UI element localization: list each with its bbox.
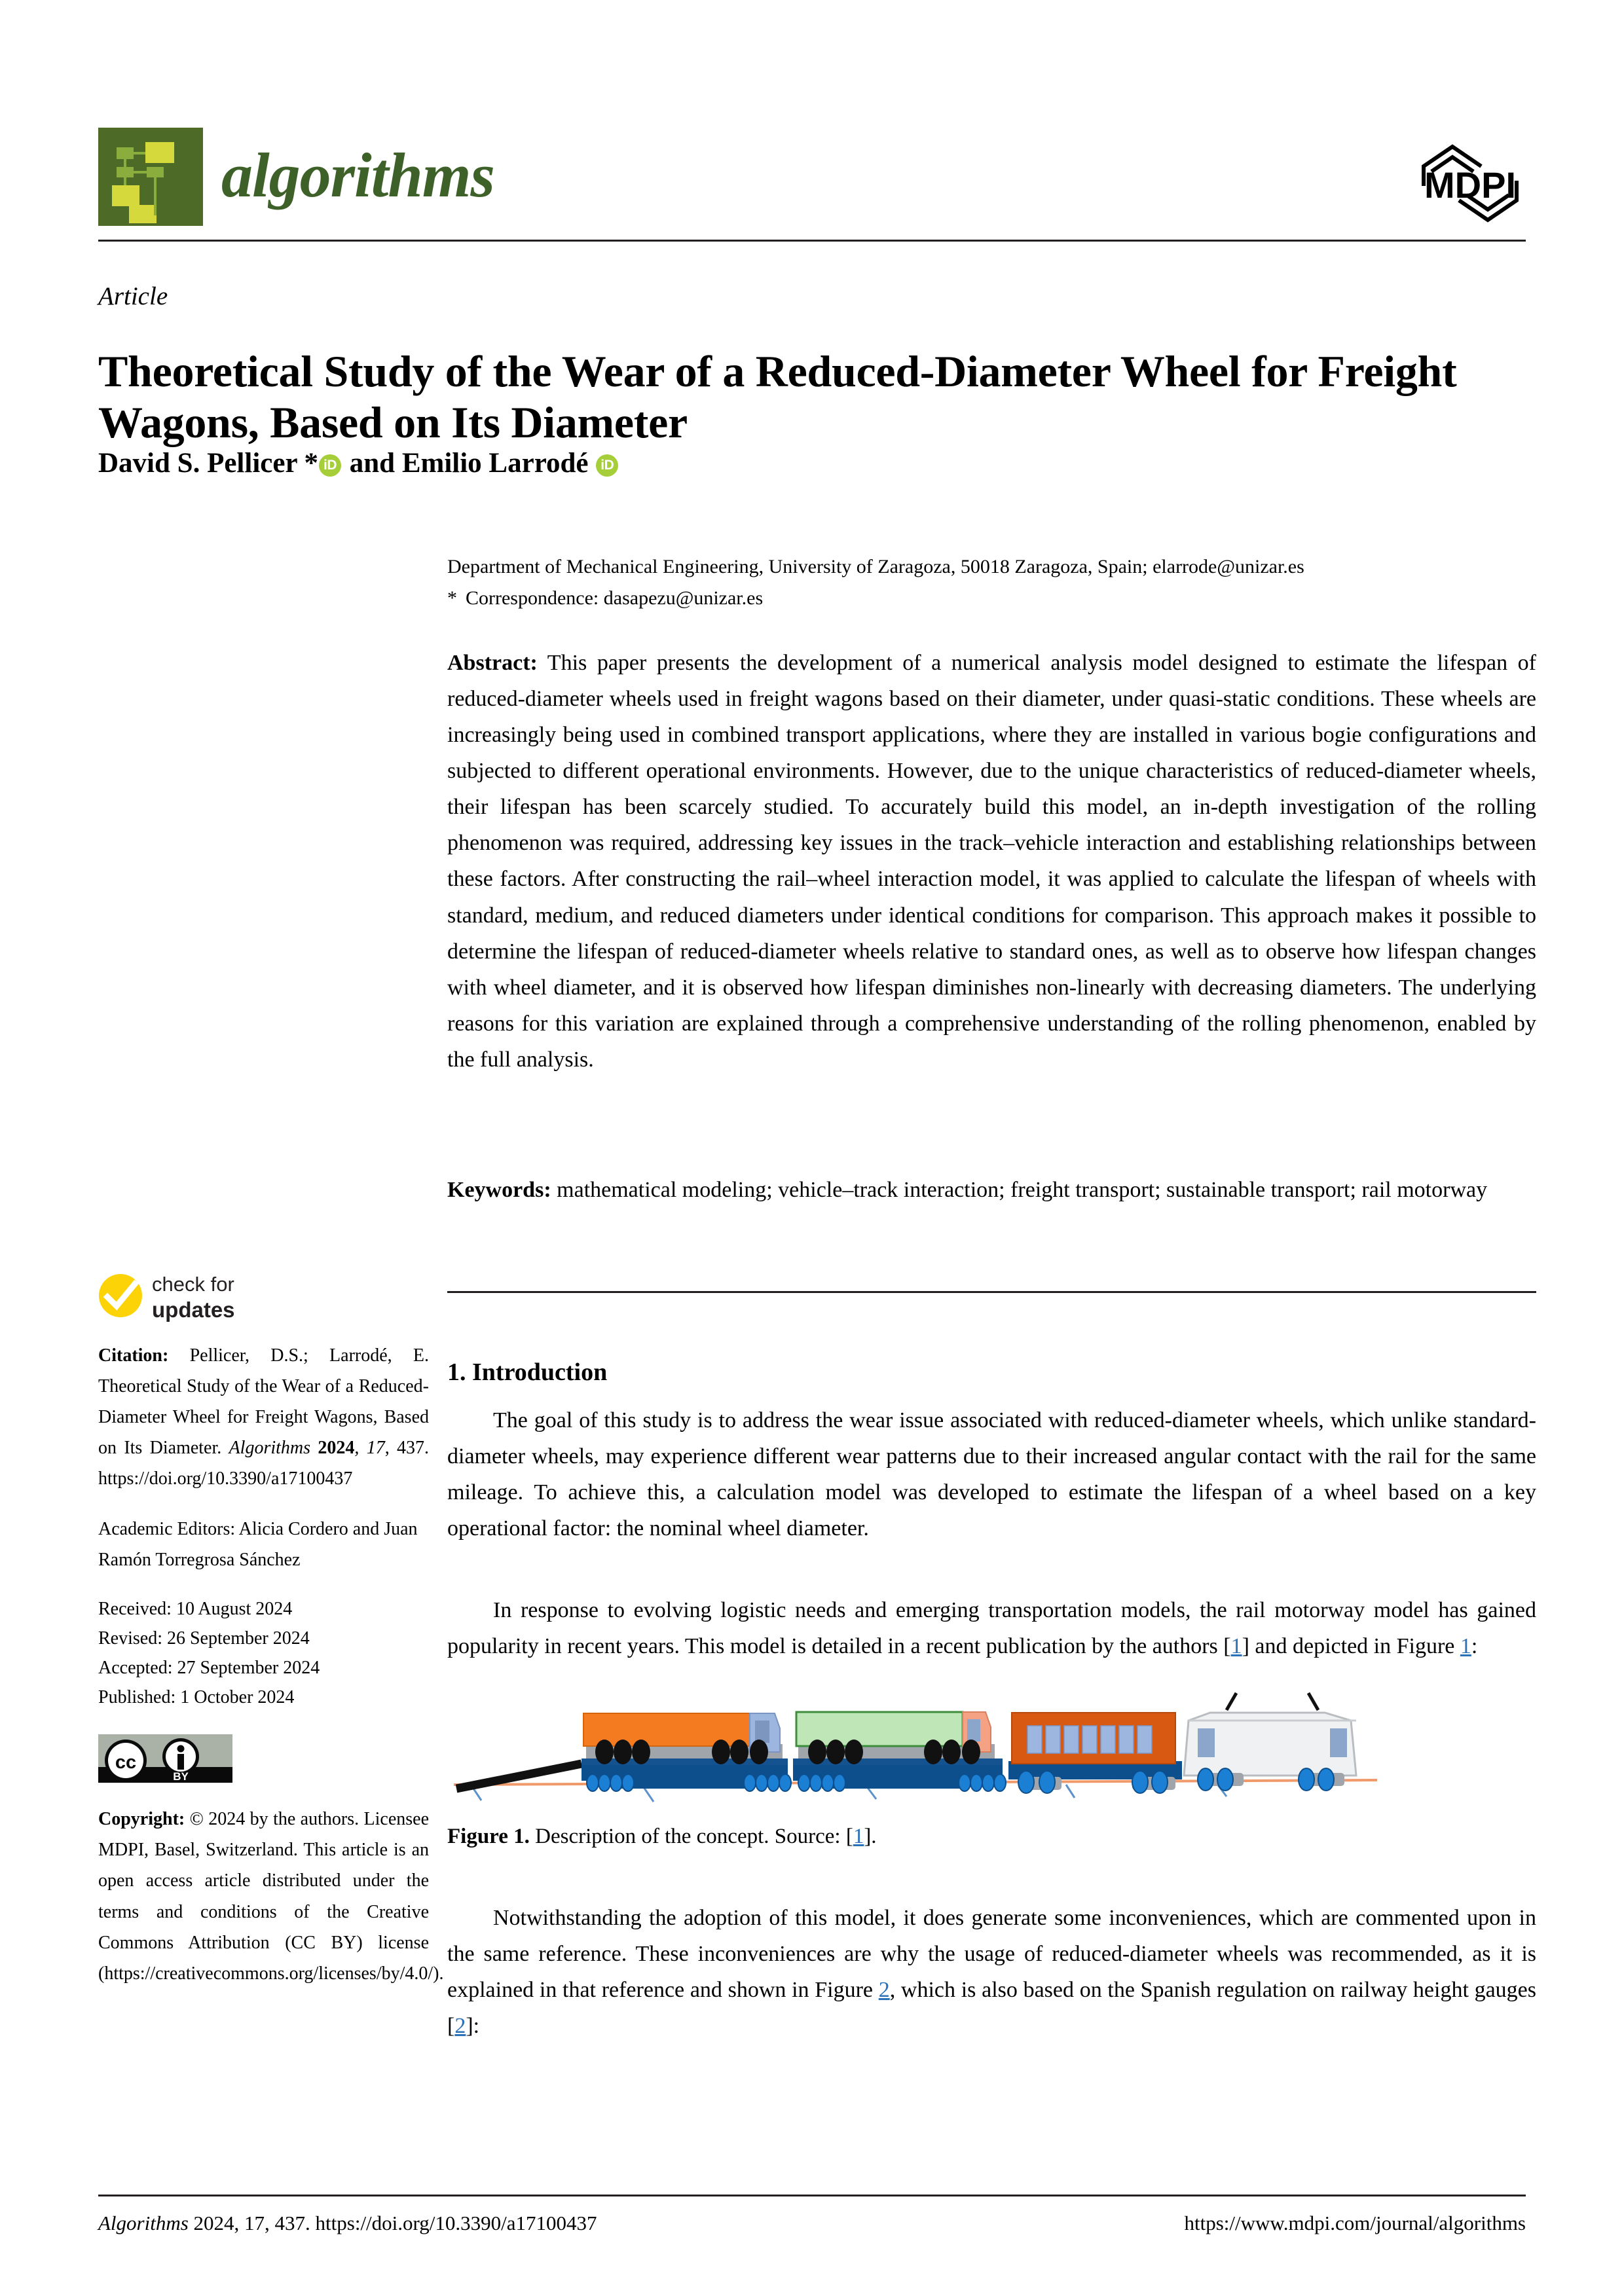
figure-1-caption-text-a: Description of the concept. Source: [ [529, 1825, 853, 1848]
abstract-block [447, 645, 1536, 1078]
correspondence-star: * [447, 587, 457, 609]
intro-p3-text-a: Notwithstanding the adoption of this model, it does generate some inconveniences, which are commented upon in the same reference. These inconveniences are why the usage of reduced-diameter wheels was recommended, as it is explained in that reference and shown in Figure [447, 1906, 1536, 2003]
date-revised: Revised: 26 September 2024 [98, 1628, 310, 1649]
copyright-label: Copyright: [98, 1809, 185, 1830]
citation-volume-number: 17 [366, 1438, 385, 1459]
figure-link-2[interactable]: 2 [878, 1978, 890, 2003]
figure-1-label: Figure 1. [447, 1825, 530, 1848]
abstract-label: Abstract: [447, 651, 538, 675]
section-divider [447, 1291, 1536, 1293]
intro-p2-text-c: : [1471, 1634, 1478, 1659]
article-type-label: Article [98, 282, 168, 310]
correspondence-line [447, 583, 1536, 613]
abstract-text: This paper presents the development of a numerical analysis model designed to estimate the lifespan of reduced-diameter wheels used in freight wagons based on their diameter, under quasi-static conditions. These wheels are increasingly being used in combined transport applications, where they are installed in various bogie configurations and subjected to different operational environments. However, due to the unique characteristics of reduced-diameter wheels, their lifespan has been scarcely studied. To accurately build this model, an in-depth investigation of the rolling phenomenon was required, addressing key issues in the track–vehicle interaction and establishing relationships between these factors. After constructing the rail–wheel interaction model, it was applied to calculate the lifespan of wheels with standard, medium, and reduced diameters under identical conditions for comparison. This approach makes it possible to determine the lifespan of reduced-diameter wheels relative to standard ones, as well as to observe how lifespan changes with wheel diameter, and it is observed how lifespan diminishes non-linearly with decreasing diameters. The underlying reasons for this variation are explained through a comprehensive understanding of the rolling phenomenon, enabled by the full analysis. [447, 651, 1536, 1072]
correspondence-text: Correspondence: dasapezu@unizar.es [466, 587, 764, 609]
date-received: Received: 10 August 2024 [98, 1599, 293, 1620]
citation-block [98, 1340, 429, 1494]
mdpi-logo-icon [1414, 137, 1526, 229]
checkmark-icon [98, 1273, 143, 1318]
header-divider [98, 240, 1526, 242]
orcid-icon[interactable]: iD [596, 454, 618, 477]
author-list [98, 447, 1473, 479]
citation-year: 2024 [318, 1438, 355, 1459]
citation-journal: Algorithms [229, 1438, 311, 1459]
citation-link-1[interactable]: 1 [853, 1825, 864, 1848]
date-published: Published: 1 October 2024 [98, 1686, 295, 1707]
date-accepted: Accepted: 27 September 2024 [98, 1657, 320, 1678]
academic-editors: Academic Editors: Alicia Cordero and Juan Ramón Torregrosa Sánchez [98, 1519, 418, 1571]
affiliation-text: Department of Mechanical Engineering, University of Zaragoza, 50018 Zaragoza, Spain; elarrode@unizar.es [447, 556, 1304, 577]
section-heading-introduction: 1. Introduction [447, 1358, 608, 1386]
author-secondary: and Emilio Larrodé [342, 448, 596, 479]
page-title: Theoretical Study of the Wear of a Reduced-Diameter Wheel for Freight Wagons, Based on Its Diameter [98, 346, 1457, 448]
affiliation-block [447, 552, 1536, 613]
citation-text: Pellicer, D.S.; Larrodé, E. Theoretical Study of the Wear of a Reduced-Diameter Wheel for Freight Wagons, Based on Its Diameter. [98, 1345, 429, 1459]
footer-journal-url[interactable]: https://www.mdpi.com/journal/algorithms [1184, 2212, 1526, 2234]
intro-p3-text-c: ]: [466, 2014, 480, 2039]
check-for-updates-text [152, 1272, 235, 1323]
citation-link-2[interactable]: 2 [454, 2014, 466, 2039]
copyright-text: © 2024 by the authors. Licensee MDPI, Basel, Switzerland. This article is an open access article distributed under the terms and conditions of the Creative Commons Attribution (CC BY) license (https://creativecommons.org/licenses/by/4.0/). [98, 1809, 444, 1984]
footer-citation [98, 2212, 597, 2235]
svg-text:BY: BY [173, 1770, 189, 1783]
check-for-updates-badge[interactable] [98, 1273, 429, 1326]
intro-p3-text-b: , which is also based on the Spanish regulation on railway height gauges [ [447, 1978, 1537, 2039]
footer-journal-name: Algorithms [98, 2212, 189, 2234]
sidebar [98, 1273, 444, 2009]
figure-1-caption-text-b: ]. [864, 1825, 877, 1848]
footer-divider [98, 2195, 1526, 2196]
intro-paragraph-2 [447, 1592, 1536, 1664]
keywords-text: mathematical modeling; vehicle–track interaction; freight transport; sustainable transport; rail motorway [551, 1178, 1488, 1202]
copyright-block [98, 1804, 444, 1988]
footer-citation-rest: 2024, 17, 437. https://doi.org/10.3390/a17100437 [188, 2212, 597, 2234]
intro-paragraph-1: The goal of this study is to address the wear issue associated with reduced-diameter wheels, which unlike standard-diameter wheels, may experience different wear patterns due to their increased angular contact with the rail for the same mileage. To achieve this, a calculation model was developed to estimate the lifespan of a wheel based on a key operational factor: the nominal wheel diameter. [447, 1408, 1536, 1541]
figure-1-image [447, 1689, 1536, 1807]
citation-label: Citation: [98, 1345, 169, 1366]
algorithms-logo-icon [98, 128, 203, 226]
orcid-icon[interactable]: iD [319, 454, 341, 477]
svg-text:cc: cc [115, 1752, 137, 1774]
citation-volume: , [354, 1438, 367, 1459]
keywords-block [447, 1172, 1536, 1208]
figure-1-caption [447, 1820, 1536, 1853]
check-updates-line-1: check for [152, 1273, 234, 1296]
creative-commons-badge-icon[interactable] [98, 1734, 232, 1783]
citation-doi: , 437. https://doi.org/10.3390/a17100437 [98, 1438, 430, 1489]
figure-link-1[interactable]: 1 [1460, 1634, 1471, 1659]
author-primary: David S. Pellicer * [98, 448, 319, 479]
journal-masthead [98, 131, 1526, 236]
svg-text:MDPI: MDPI [1424, 164, 1516, 206]
intro-p2-text-b: ] and depicted in Figure [1242, 1634, 1460, 1659]
intro-p2-text-a: In response to evolving logistic needs and emerging transportation models, the rail motorway model has gained popularity in recent years. This model is detailed in a recent publication by the authors [ [447, 1598, 1536, 1659]
intro-paragraph-3 [447, 1900, 1536, 2044]
publication-dates [98, 1595, 429, 1712]
journal-title: algorithms [221, 140, 494, 210]
check-updates-line-2: updates [152, 1297, 235, 1322]
citation-link-1[interactable]: 1 [1230, 1634, 1242, 1659]
keywords-label: Keywords: [447, 1178, 551, 1202]
